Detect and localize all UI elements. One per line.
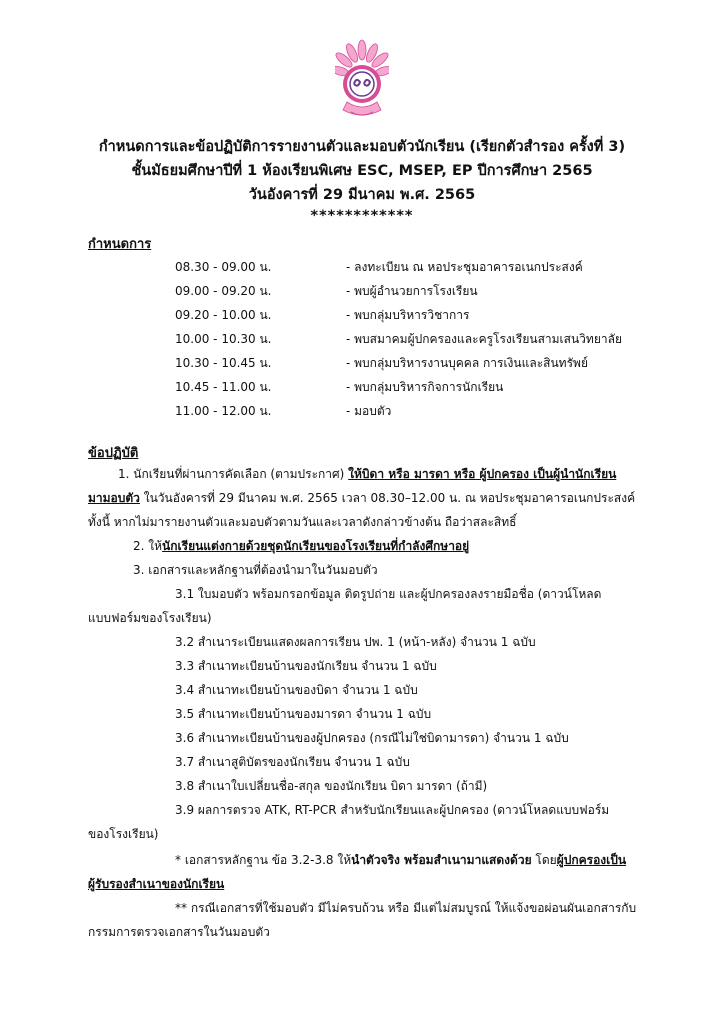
schedule-activity: - พบผู้อำนวยการโรงเรียน (346, 284, 478, 298)
note-1-text: * เอกสารหลักฐาน ข้อ 3.2-3.8 ให้ (175, 853, 352, 867)
rule-1-text: 1. นักเรียนที่ผ่านการคัดเลือก (ตามประกาศ) (118, 467, 349, 481)
note-1 (175, 851, 626, 869)
note-1-cont (88, 875, 224, 893)
doc-3-1: 3.1 ใบมอบตัว พร้อมกรอกข้อมูล ติดรูปถ่าย และผู้ปกครองลงรายมือชื่อ (ดาวน์โหลด (175, 587, 602, 601)
doc-3-8: 3.8 สำเนาใบเปลี่ยนชื่อ-สกุล ของนักเรียน บิดา มารดา (ถ้ามี) (175, 779, 488, 793)
schedule-activity: - พบกลุ่มบริหารงานบุคคล การเงินและสินทรัพย์ (346, 356, 588, 370)
document-title: กำหนดการและข้อปฏิบัติการรายงานตัวและมอบตัวนักเรียน (เรียกตัวสำรอง ครั้งที่ 3) (98, 139, 626, 155)
schedule-time: 10.00 - 10.30 น. (175, 332, 272, 346)
title-separator: ************ (310, 208, 414, 224)
schedule-time: 09.00 - 09.20 น. (175, 284, 272, 298)
note-1-text-2: โดย (531, 853, 557, 867)
rule-2 (133, 537, 469, 555)
document-date: วันอังคารที่ 29 มีนาคม พ.ศ. 2565 (248, 187, 476, 203)
doc-3-4: 3.4 สำเนาทะเบียนบ้านของบิดา จำนวน 1 ฉบับ (175, 683, 418, 697)
doc-3-3: 3.3 สำเนาทะเบียนบ้านของนักเรียน จำนวน 1 ฉบับ (175, 659, 437, 673)
doc-3-9-cont: ของโรงเรียน) (88, 827, 159, 841)
schedule-activity: - มอบตัว (346, 404, 392, 418)
note-1-emphasis: ผู้ปกครองเป็น (556, 853, 627, 867)
rule-1-line-1 (118, 465, 616, 483)
rule-1-emphasis: ให้บิดา หรือ มารดา หรือ ผู้ปกครอง เป็นผู้นำนักเรียน (348, 467, 617, 481)
note-2: ** กรณีเอกสารที่ใช้มอบตัว มีไม่ครบถ้วน หรือ มีแต่ไม่สมบูรณ์ ให้แจ้งขอผ่อนผันเอกสารกับ (175, 901, 637, 915)
schedule-time: 10.30 - 10.45 น. (175, 356, 272, 370)
note-1-bold: นำตัวจริง พร้อมสำเนามาแสดงด้วย (351, 853, 532, 867)
doc-3-2: 3.2 สำเนาระเบียนแสดงผลการเรียน ปพ. 1 (หน้า-หลัง) จำนวน 1 ฉบับ (175, 635, 536, 649)
rule-1-emphasis-cont: มามอบตัว (88, 491, 140, 505)
schedule-activity: - ลงทะเบียน ณ หอประชุมอาคารอเนกประสงค์ (346, 260, 583, 274)
rule-3: 3. เอกสารและหลักฐานที่ต้องนำมาในวันมอบตัว (133, 563, 378, 577)
schedule-heading: กำหนดการ (88, 237, 152, 252)
schedule-time: 11.00 - 12.00 น. (175, 404, 272, 418)
rule-1-line-2 (88, 489, 635, 507)
rule-2-emphasis: นักเรียนแต่งกายด้วยชุดนักเรียนของโรงเรียนที่กำลังศึกษาอยู่ (162, 539, 470, 553)
doc-3-6: 3.6 สำเนาทะเบียนบ้านของผู้ปกครอง (กรณีไม่ใช่บิดามารดา) จำนวน 1 ฉบับ (175, 731, 569, 745)
rule-2-text: 2. ให้ (133, 539, 163, 553)
schedule-activity: - พบสมาคมผู้ปกครองและครูโรงเรียนสามเสนวิทยาลัย (346, 332, 622, 346)
document-subtitle: ชั้นมัธยมศึกษาปีที่ 1 ห้องเรียนพิเศษ ESC, MSEP, EP ปีการศึกษา 2565 (131, 163, 593, 179)
rules-heading: ข้อปฏิบัติ (88, 446, 139, 461)
schedule-time: 09.20 - 10.00 น. (175, 308, 272, 322)
schedule-activity: - พบกลุ่มบริหารวิชาการ (346, 308, 470, 322)
rule-1-line-3: ทั้งนี้ หากไม่มารายงานตัวและมอบตัวตามวันและเวลาดังกล่าวข้างต้น ถือว่าสละสิทธิ์ (88, 515, 517, 529)
doc-3-9: 3.9 ผลการตรวจ ATK, RT-PCR สำหรับนักเรียนและผู้ปกครอง (ดาวน์โหลดแบบฟอร์ม (175, 803, 610, 817)
doc-3-7: 3.7 สำเนาสูติบัตรของนักเรียน จำนวน 1 ฉบับ (175, 755, 410, 769)
doc-3-5: 3.5 สำเนาทะเบียนบ้านของมารดา จำนวน 1 ฉบับ (175, 707, 432, 721)
schedule-time: 10.45 - 11.00 น. (175, 380, 272, 394)
note-2-cont: กรรมการตรวจเอกสารในวันมอบตัว (88, 925, 270, 939)
doc-3-1-cont: แบบฟอร์มของโรงเรียน) (88, 611, 212, 625)
schedule-activity: - พบกลุ่มบริหารกิจการนักเรียน (346, 380, 504, 394)
schedule-time: 08.30 - 09.00 น. (175, 260, 272, 274)
rule-1-text-cont: ในวันอังคารที่ 29 มีนาคม พ.ศ. 2565 เวลา 08.30–12.00 น. ณ หอประชุมอาคารอเนกประสงค์ (139, 491, 636, 505)
note-1-emphasis-cont: ผู้รับรองสำเนาของนักเรียน (88, 877, 225, 891)
school-logo-icon (335, 38, 389, 124)
